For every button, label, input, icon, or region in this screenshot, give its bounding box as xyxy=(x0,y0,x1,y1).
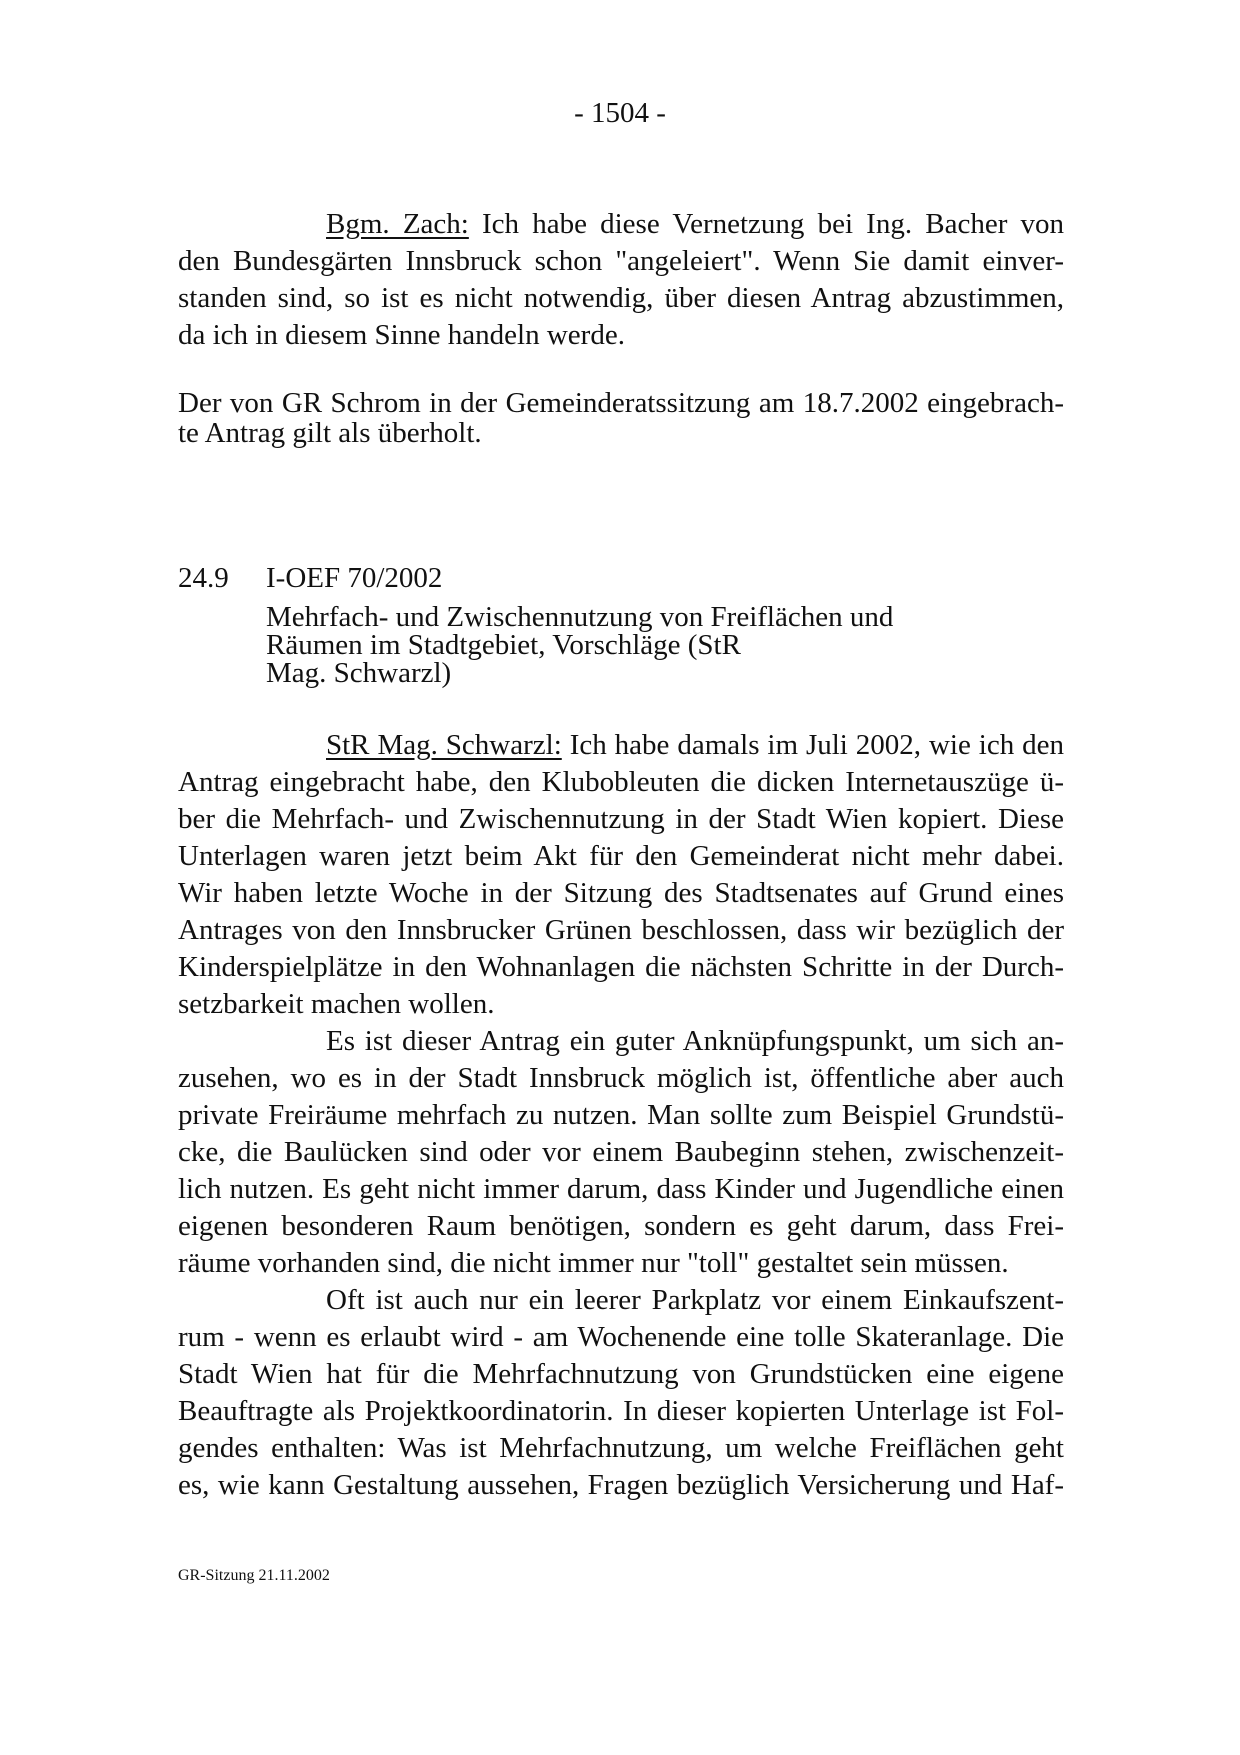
statement-line: es, wie kann Gestaltung aussehen, Fragen bezüglich Versicherung und Haf- xyxy=(178,1469,1064,1501)
statement-line: Wir haben letzte Woche in der Sitzung des Stadtsenates auf Grund eines xyxy=(178,877,1064,909)
statement-line: eigenen besonderen Raum benötigen, sondern es geht darum, dass Frei- xyxy=(178,1210,1064,1242)
statement-line: lich nutzen. Es geht nicht immer darum, dass Kinder und Jugendliche einen xyxy=(178,1173,1064,1205)
statement-line: Unterlagen waren jetzt beim Akt für den Gemeinderat nicht mehr dabei. xyxy=(178,840,1064,872)
speaker-name: StR Mag. Schwarzl: xyxy=(326,729,562,761)
title-line: Mag. Schwarzl) xyxy=(266,657,452,689)
statement-line: Beauftragte als Projektkoordinatorin. In dieser kopierten Unterlage ist Fol- xyxy=(178,1395,1064,1427)
statement-line: StR Mag. Schwarzl: Ich habe damals im Juli 2002, wie ich den xyxy=(326,729,1064,761)
statement-line: Kinderspielplätze in den Wohnanlagen die nächsten Schritte in der Durch- xyxy=(178,951,1064,983)
agenda-item-title xyxy=(266,603,1064,687)
statement-line: Stadt Wien hat für die Mehrfachnutzung von Grundstücken eine eigene xyxy=(178,1358,1064,1390)
agenda-item xyxy=(178,563,1064,687)
agenda-item-header xyxy=(178,563,1064,599)
statement-line: private Freiräume mehrfach zu nutzen. Man sollte zum Beispiel Grundstü- xyxy=(178,1099,1064,1131)
page-footer: GR-Sitzung 21.11.2002 xyxy=(178,1567,330,1584)
note-line: te Antrag gilt als überholt. xyxy=(178,417,482,449)
statement-line: ber die Mehrfach- und Zwischennutzung in der Stadt Wien kopiert. Diese xyxy=(178,803,1064,835)
statement-line: rum - wenn es erlaubt wird - am Wochenende eine tolle Skateranlage. Die xyxy=(178,1321,1064,1353)
title-line: Mehrfach- und Zwischennutzung von Freiflächen und xyxy=(266,601,894,633)
speaker-name: Bgm. Zach: xyxy=(326,208,469,240)
page-number: - 1504 - xyxy=(574,97,666,129)
statement-line: setzbarkeit machen wollen. xyxy=(178,988,495,1020)
statement-line: cke, die Baulücken sind oder vor einem Baubeginn stehen, zwischenzeit- xyxy=(178,1136,1064,1168)
agenda-item-number: 24.9 xyxy=(178,562,229,594)
statement-line: Antrages von den Innsbrucker Grünen beschlossen, dass wir bezüglich der xyxy=(178,914,1064,946)
statement-line: Bgm. Zach: Ich habe diese Vernetzung bei Ing. Bacher von xyxy=(326,208,1065,240)
statement-line: Antrag eingebracht habe, den Klubobleuten die dicken Internetauszüge ü- xyxy=(178,766,1064,798)
statement-zach xyxy=(178,206,1064,354)
statement-line: zusehen, wo es in der Stadt Innsbruck möglich ist, öffentliche aber auch xyxy=(178,1062,1064,1094)
resolution-note xyxy=(178,388,1064,448)
title-line: Räumen im Stadtgebiet, Vorschläge (StR xyxy=(266,629,741,661)
agenda-item-code: I-OEF 70/2002 xyxy=(266,562,443,594)
statement-line: standen sind, so ist es nicht notwendig, über diesen Antrag abzustimmen, xyxy=(178,282,1064,314)
statement-line: da ich in diesem Sinne handeln werde. xyxy=(178,319,625,351)
note-line: Der von GR Schrom in der Gemeinderatssitzung am 18.7.2002 eingebrach- xyxy=(178,387,1064,419)
statement-line: Es ist dieser Antrag ein guter Anknüpfungspunkt, um sich an- xyxy=(326,1025,1064,1057)
statement-line: Oft ist auch nur ein leerer Parkplatz vor einem Einkaufszent- xyxy=(326,1284,1064,1316)
statement-schwarzl xyxy=(178,727,1064,1504)
statement-line: gendes enthalten: Was ist Mehrfachnutzung, um welche Freiflächen geht xyxy=(178,1432,1064,1464)
statement-line: räume vorhanden sind, die nicht immer nur "toll" gestaltet sein müssen. xyxy=(178,1247,1009,1279)
statement-line: den Bundesgärten Innsbruck schon "angeleiert". Wenn Sie damit einver- xyxy=(178,245,1064,277)
